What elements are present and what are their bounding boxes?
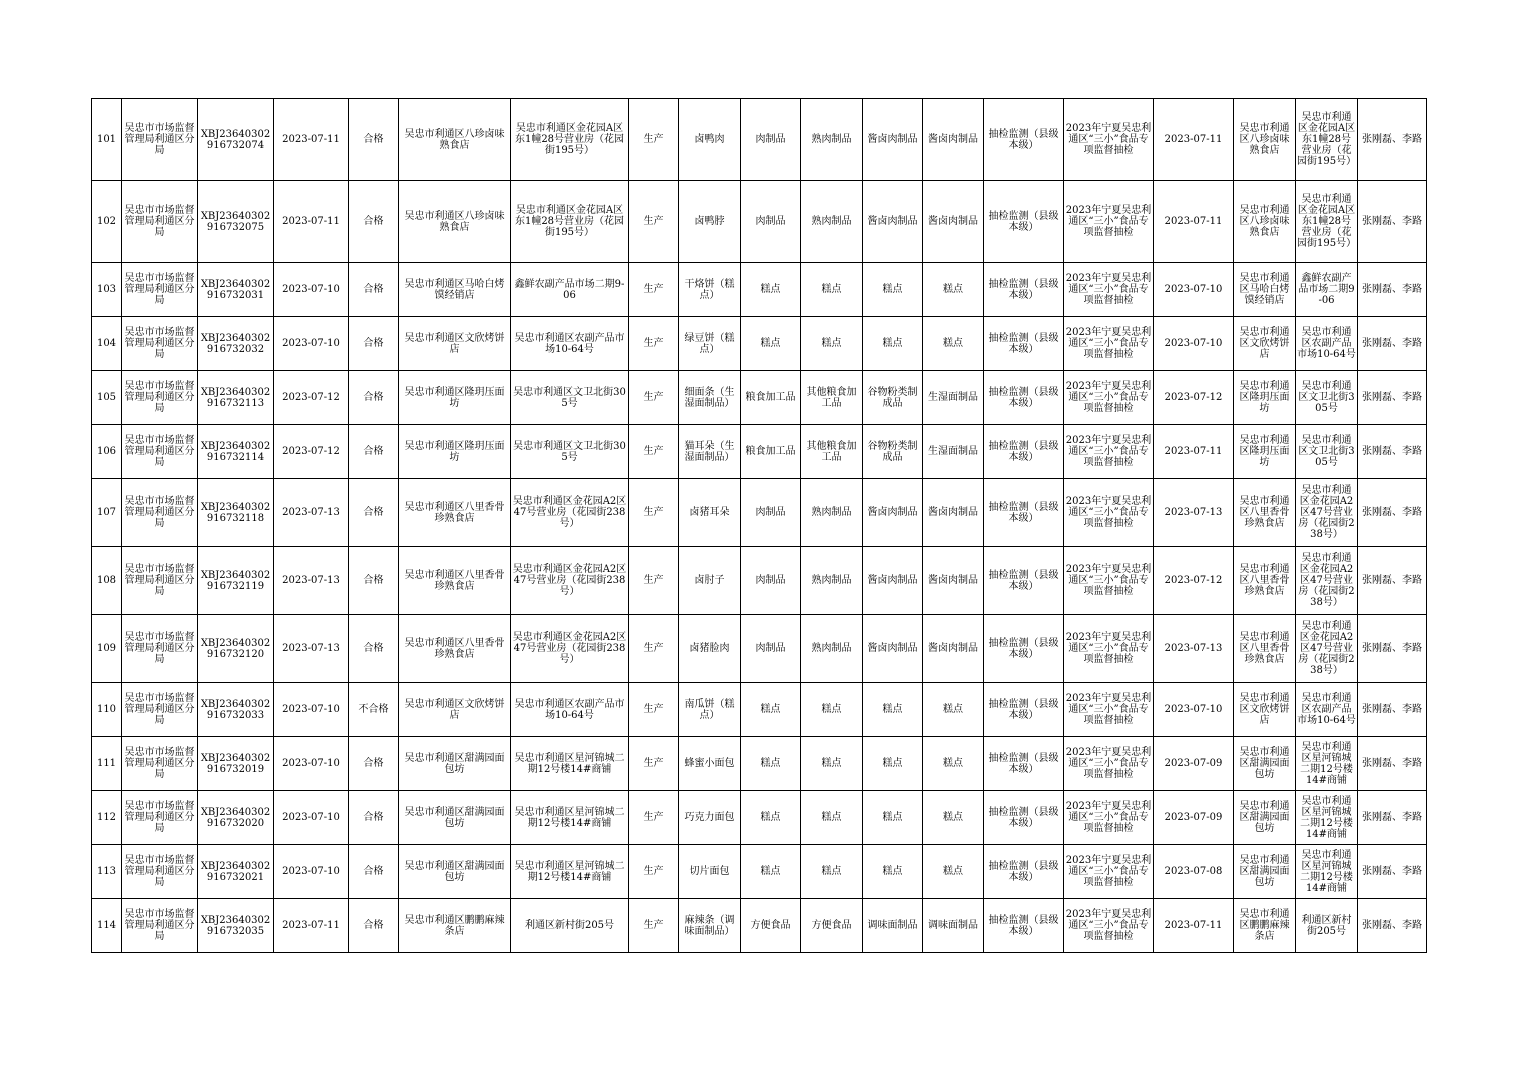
sampled-unit-address: 吴忠市利通区农副产品市场10-64号 — [1296, 683, 1358, 737]
inspection-date: 2023-07-13 — [274, 615, 349, 683]
sampled-unit: 吴忠市利通区甜满园面包坊 — [1234, 737, 1296, 791]
sampling-date: 2023-07-09 — [1154, 737, 1234, 791]
task-source: 2023年宁夏吴忠利通区“三小”食品专项监督抽检 — [1064, 263, 1154, 317]
table-row — [92, 371, 1427, 425]
food-category-1: 粮食加工品 — [741, 425, 801, 479]
table-row — [92, 425, 1427, 479]
samplers: 张刚磊、李路 — [1358, 263, 1427, 317]
food-category-2: 糕点 — [801, 263, 863, 317]
inspecting-agency: 吴忠市市场监督管理局利通区分局 — [122, 371, 198, 425]
food-category-3: 谷物粉类制成品 — [863, 371, 923, 425]
result: 不合格 — [349, 683, 399, 737]
task-source: 2023年宁夏吴忠利通区“三小”食品专项监督抽检 — [1064, 547, 1154, 615]
sampling-date: 2023-07-12 — [1154, 547, 1234, 615]
producer-name: 吴忠市利通区八珍卤味熟食店 — [399, 99, 511, 181]
sampled-unit: 吴忠市利通区八里香骨珍熟食店 — [1234, 479, 1296, 547]
inspection-date: 2023-07-10 — [274, 791, 349, 845]
food-category-4: 糕点 — [923, 791, 984, 845]
sample-code: XBJ23640302916732035 — [198, 899, 274, 953]
food-name: 卤鸭肉 — [679, 99, 741, 181]
producer-name: 吴忠市利通区八里香骨珍熟食店 — [399, 479, 511, 547]
inspecting-agency: 吴忠市市场监督管理局利通区分局 — [122, 899, 198, 953]
food-category-3: 糕点 — [863, 317, 923, 371]
food-category-4: 生湿面制品 — [923, 371, 984, 425]
food-name: 卤肘子 — [679, 547, 741, 615]
food-name: 南瓜饼（糕点） — [679, 683, 741, 737]
result: 合格 — [349, 899, 399, 953]
food-category-1: 糕点 — [741, 317, 801, 371]
sampled-unit: 吴忠市利通区隆玥压面坊 — [1234, 425, 1296, 479]
food-category-4: 糕点 — [923, 737, 984, 791]
sample-code: XBJ23640302916732118 — [198, 479, 274, 547]
food-category-4: 酱卤肉制品 — [923, 99, 984, 181]
producer-address: 吴忠市利通区金花园A2区47号营业房（花园街238号） — [511, 479, 629, 547]
sampled-unit: 吴忠市利通区八珍卤味熟食店 — [1234, 181, 1296, 263]
inspection-date: 2023-07-11 — [274, 899, 349, 953]
sampling-date: 2023-07-12 — [1154, 371, 1234, 425]
task-source: 2023年宁夏吴忠利通区“三小”食品专项监督抽检 — [1064, 479, 1154, 547]
producer-address: 吴忠市利通区星河锦城二期12号楼14#商铺 — [511, 845, 629, 899]
task-source: 2023年宁夏吴忠利通区“三小”食品专项监督抽检 — [1064, 845, 1154, 899]
task-source: 2023年宁夏吴忠利通区“三小”食品专项监督抽检 — [1064, 899, 1154, 953]
producer-name: 吴忠市利通区文欣烤饼店 — [399, 317, 511, 371]
inspection-type: 抽检监测（县级本级） — [984, 99, 1064, 181]
sampled-unit: 吴忠市利通区八里香骨珍熟食店 — [1234, 615, 1296, 683]
food-category-1: 糕点 — [741, 845, 801, 899]
sampled-unit-address: 吴忠市利通区星河锦城二期12号楼14#商铺 — [1296, 845, 1358, 899]
food-category-4: 酱卤肉制品 — [923, 479, 984, 547]
row-number: 106 — [92, 425, 122, 479]
food-category-3: 酱卤肉制品 — [863, 615, 923, 683]
sampled-unit: 吴忠市利通区文欣烤饼店 — [1234, 317, 1296, 371]
food-category-1: 肉制品 — [741, 181, 801, 263]
task-source: 2023年宁夏吴忠利通区“三小”食品专项监督抽检 — [1064, 99, 1154, 181]
food-category-3: 糕点 — [863, 737, 923, 791]
inspection-date: 2023-07-13 — [274, 479, 349, 547]
inspecting-agency: 吴忠市市场监督管理局利通区分局 — [122, 317, 198, 371]
producer-name: 吴忠市利通区马哈白烤馍经销店 — [399, 263, 511, 317]
food-category-4: 糕点 — [923, 317, 984, 371]
sampling-date: 2023-07-10 — [1154, 263, 1234, 317]
sampled-unit-address: 利通区新村街205号 — [1296, 899, 1358, 953]
inspecting-agency: 吴忠市市场监督管理局利通区分局 — [122, 479, 198, 547]
food-category-3: 糕点 — [863, 683, 923, 737]
inspection-date: 2023-07-12 — [274, 425, 349, 479]
food-name: 卤猪耳朵 — [679, 479, 741, 547]
inspection-date: 2023-07-10 — [274, 317, 349, 371]
table-row — [92, 547, 1427, 615]
samplers: 张刚磊、李路 — [1358, 615, 1427, 683]
task-source: 2023年宁夏吴忠利通区“三小”食品专项监督抽检 — [1064, 317, 1154, 371]
row-number: 111 — [92, 737, 122, 791]
producer-name: 吴忠市利通区隆玥压面坊 — [399, 371, 511, 425]
samplers: 张刚磊、李路 — [1358, 317, 1427, 371]
food-category-1: 粮食加工品 — [741, 371, 801, 425]
task-source: 2023年宁夏吴忠利通区“三小”食品专项监督抽检 — [1064, 425, 1154, 479]
inspection-type: 抽检监测（县级本级） — [984, 425, 1064, 479]
producer-address: 吴忠市利通区星河锦城二期12号楼14#商铺 — [511, 737, 629, 791]
food-name: 绿豆饼（糕点） — [679, 317, 741, 371]
samplers: 张刚磊、李路 — [1358, 99, 1427, 181]
inspection-date: 2023-07-10 — [274, 845, 349, 899]
food-category-3: 酱卤肉制品 — [863, 99, 923, 181]
food-category-4: 糕点 — [923, 845, 984, 899]
producer-name: 吴忠市利通区鹏鹏麻辣条店 — [399, 899, 511, 953]
sampled-unit-address: 吴忠市利通区星河锦城二期12号楼14#商铺 — [1296, 737, 1358, 791]
sampled-unit-address: 吴忠市利通区农副产品市场10-64号 — [1296, 317, 1358, 371]
food-category-4: 生湿面制品 — [923, 425, 984, 479]
result: 合格 — [349, 547, 399, 615]
inspection-date: 2023-07-10 — [274, 263, 349, 317]
food-category-3: 调味面制品 — [863, 899, 923, 953]
sampled-unit-address: 吴忠市利通区金花园A2区47号营业房（花园街238号） — [1296, 615, 1358, 683]
sampling-date: 2023-07-10 — [1154, 683, 1234, 737]
table-row — [92, 263, 1427, 317]
inspection-type: 抽检监测（县级本级） — [984, 737, 1064, 791]
samplers: 张刚磊、李路 — [1358, 737, 1427, 791]
inspection-date: 2023-07-11 — [274, 99, 349, 181]
sampling-date: 2023-07-10 — [1154, 317, 1234, 371]
food-category-3: 糕点 — [863, 791, 923, 845]
food-category-2: 熟肉制品 — [801, 547, 863, 615]
food-name: 蜂蜜小面包 — [679, 737, 741, 791]
sampling-link: 生产 — [629, 479, 679, 547]
table-row — [92, 899, 1427, 953]
result: 合格 — [349, 99, 399, 181]
samplers: 张刚磊、李路 — [1358, 899, 1427, 953]
result: 合格 — [349, 479, 399, 547]
samplers: 张刚磊、李路 — [1358, 181, 1427, 263]
food-name: 猫耳朵（生湿面制品） — [679, 425, 741, 479]
task-source: 2023年宁夏吴忠利通区“三小”食品专项监督抽检 — [1064, 371, 1154, 425]
producer-address: 吴忠市利通区金花园A2区47号营业房（花园街238号） — [511, 615, 629, 683]
producer-address: 鑫鲜农副产品市场二期9-06 — [511, 263, 629, 317]
table-row — [92, 737, 1427, 791]
inspecting-agency: 吴忠市市场监督管理局利通区分局 — [122, 99, 198, 181]
producer-address: 吴忠市利通区金花园A区东1幢28号营业房（花园街195号） — [511, 181, 629, 263]
inspection-type: 抽检监测（县级本级） — [984, 317, 1064, 371]
food-category-3: 酱卤肉制品 — [863, 547, 923, 615]
food-name: 巧克力面包 — [679, 791, 741, 845]
result: 合格 — [349, 371, 399, 425]
producer-address: 吴忠市利通区农副产品市场10-64号 — [511, 683, 629, 737]
food-category-4: 酱卤肉制品 — [923, 181, 984, 263]
food-category-3: 糕点 — [863, 845, 923, 899]
inspection-type: 抽检监测（县级本级） — [984, 263, 1064, 317]
inspection-date: 2023-07-13 — [274, 547, 349, 615]
result: 合格 — [349, 317, 399, 371]
row-number: 102 — [92, 181, 122, 263]
food-name: 细面条（生湿面制品） — [679, 371, 741, 425]
inspection-date: 2023-07-11 — [274, 181, 349, 263]
food-category-1: 肉制品 — [741, 547, 801, 615]
producer-address: 吴忠市利通区农副产品市场10-64号 — [511, 317, 629, 371]
food-category-2: 熟肉制品 — [801, 479, 863, 547]
food-name: 卤猪脸肉 — [679, 615, 741, 683]
sampling-date: 2023-07-09 — [1154, 791, 1234, 845]
table-row — [92, 99, 1427, 181]
food-name: 卤鸭脖 — [679, 181, 741, 263]
table-row — [92, 791, 1427, 845]
sample-code: XBJ23640302916732019 — [198, 737, 274, 791]
food-category-1: 糕点 — [741, 737, 801, 791]
sample-code: XBJ23640302916732033 — [198, 683, 274, 737]
sampling-link: 生产 — [629, 371, 679, 425]
producer-address: 吴忠市利通区星河锦城二期12号楼14#商铺 — [511, 791, 629, 845]
samplers: 张刚磊、李路 — [1358, 479, 1427, 547]
producer-address: 吴忠市利通区文卫北街305号 — [511, 371, 629, 425]
sampling-link: 生产 — [629, 547, 679, 615]
task-source: 2023年宁夏吴忠利通区“三小”食品专项监督抽检 — [1064, 791, 1154, 845]
inspecting-agency: 吴忠市市场监督管理局利通区分局 — [122, 845, 198, 899]
inspection-type: 抽检监测（县级本级） — [984, 371, 1064, 425]
producer-address: 吴忠市利通区金花园A2区47号营业房（花园街238号） — [511, 547, 629, 615]
inspection-results-table — [91, 98, 1427, 953]
sampled-unit: 吴忠市利通区马哈白烤馍经销店 — [1234, 263, 1296, 317]
inspecting-agency: 吴忠市市场监督管理局利通区分局 — [122, 737, 198, 791]
sample-code: XBJ23640302916732119 — [198, 547, 274, 615]
row-number: 103 — [92, 263, 122, 317]
inspecting-agency: 吴忠市市场监督管理局利通区分局 — [122, 791, 198, 845]
inspection-type: 抽检监测（县级本级） — [984, 181, 1064, 263]
sampled-unit-address: 吴忠市利通区金花园A区东1幢28号营业房（花园街195号） — [1296, 99, 1358, 181]
food-category-2: 糕点 — [801, 845, 863, 899]
producer-name: 吴忠市利通区八里香骨珍熟食店 — [399, 615, 511, 683]
sampled-unit: 吴忠市利通区鹏鹏麻辣条店 — [1234, 899, 1296, 953]
food-category-4: 糕点 — [923, 263, 984, 317]
food-name: 干烙饼（糕点） — [679, 263, 741, 317]
samplers: 张刚磊、李路 — [1358, 371, 1427, 425]
sampled-unit: 吴忠市利通区八里香骨珍熟食店 — [1234, 547, 1296, 615]
sampling-link: 生产 — [629, 845, 679, 899]
inspection-type: 抽检监测（县级本级） — [984, 845, 1064, 899]
row-number: 112 — [92, 791, 122, 845]
food-category-3: 糕点 — [863, 263, 923, 317]
sampled-unit: 吴忠市利通区文欣烤饼店 — [1234, 683, 1296, 737]
table-row — [92, 479, 1427, 547]
sample-code: XBJ23640302916732113 — [198, 371, 274, 425]
result: 合格 — [349, 263, 399, 317]
inspecting-agency: 吴忠市市场监督管理局利通区分局 — [122, 683, 198, 737]
food-category-2: 其他粮食加工品 — [801, 425, 863, 479]
inspecting-agency: 吴忠市市场监督管理局利通区分局 — [122, 425, 198, 479]
food-category-2: 糕点 — [801, 317, 863, 371]
food-name: 切片面包 — [679, 845, 741, 899]
sample-code: XBJ23640302916732075 — [198, 181, 274, 263]
sample-code: XBJ23640302916732021 — [198, 845, 274, 899]
sampled-unit: 吴忠市利通区甜满园面包坊 — [1234, 791, 1296, 845]
inspection-date: 2023-07-12 — [274, 371, 349, 425]
sampling-link: 生产 — [629, 317, 679, 371]
sampling-date: 2023-07-11 — [1154, 425, 1234, 479]
inspection-type: 抽检监测（县级本级） — [984, 547, 1064, 615]
table-row — [92, 181, 1427, 263]
result: 合格 — [349, 791, 399, 845]
table-row — [92, 317, 1427, 371]
sampling-link: 生产 — [629, 737, 679, 791]
food-category-2: 糕点 — [801, 683, 863, 737]
sampling-link: 生产 — [629, 683, 679, 737]
sampling-date: 2023-07-13 — [1154, 615, 1234, 683]
producer-name: 吴忠市利通区甜满园面包坊 — [399, 791, 511, 845]
row-number: 113 — [92, 845, 122, 899]
sampling-date: 2023-07-13 — [1154, 479, 1234, 547]
inspecting-agency: 吴忠市市场监督管理局利通区分局 — [122, 615, 198, 683]
food-category-1: 肉制品 — [741, 99, 801, 181]
food-category-3: 酱卤肉制品 — [863, 479, 923, 547]
inspection-type: 抽检监测（县级本级） — [984, 791, 1064, 845]
food-category-1: 肉制品 — [741, 615, 801, 683]
sampling-date: 2023-07-08 — [1154, 845, 1234, 899]
task-source: 2023年宁夏吴忠利通区“三小”食品专项监督抽检 — [1064, 737, 1154, 791]
inspection-date: 2023-07-10 — [274, 737, 349, 791]
sampled-unit: 吴忠市利通区隆玥压面坊 — [1234, 371, 1296, 425]
sample-code: XBJ23640302916732114 — [198, 425, 274, 479]
result: 合格 — [349, 845, 399, 899]
sampled-unit-address: 吴忠市利通区金花园A2区47号营业房（花园街238号） — [1296, 547, 1358, 615]
task-source: 2023年宁夏吴忠利通区“三小”食品专项监督抽检 — [1064, 181, 1154, 263]
producer-address: 利通区新村街205号 — [511, 899, 629, 953]
inspection-type: 抽检监测（县级本级） — [984, 683, 1064, 737]
row-number: 104 — [92, 317, 122, 371]
sampled-unit: 吴忠市利通区八珍卤味熟食店 — [1234, 99, 1296, 181]
samplers: 张刚磊、李路 — [1358, 845, 1427, 899]
producer-name: 吴忠市利通区隆玥压面坊 — [399, 425, 511, 479]
sampled-unit-address: 吴忠市利通区星河锦城二期12号楼14#商铺 — [1296, 791, 1358, 845]
sampled-unit-address: 吴忠市利通区文卫北街305号 — [1296, 425, 1358, 479]
samplers: 张刚磊、李路 — [1358, 547, 1427, 615]
row-number: 110 — [92, 683, 122, 737]
row-number: 107 — [92, 479, 122, 547]
sampling-link: 生产 — [629, 425, 679, 479]
row-number: 109 — [92, 615, 122, 683]
samplers: 张刚磊、李路 — [1358, 425, 1427, 479]
result: 合格 — [349, 425, 399, 479]
food-category-2: 其他粮食加工品 — [801, 371, 863, 425]
row-number: 105 — [92, 371, 122, 425]
sampling-link: 生产 — [629, 181, 679, 263]
food-category-1: 肉制品 — [741, 479, 801, 547]
result: 合格 — [349, 181, 399, 263]
food-category-1: 方便食品 — [741, 899, 801, 953]
sampling-link: 生产 — [629, 263, 679, 317]
food-name: 麻辣条（调味面制品） — [679, 899, 741, 953]
food-category-2: 糕点 — [801, 791, 863, 845]
result: 合格 — [349, 615, 399, 683]
producer-address: 吴忠市利通区金花园A区东1幢28号营业房（花园街195号） — [511, 99, 629, 181]
result: 合格 — [349, 737, 399, 791]
food-category-4: 糕点 — [923, 683, 984, 737]
sample-code: XBJ23640302916732120 — [198, 615, 274, 683]
food-category-1: 糕点 — [741, 683, 801, 737]
sampled-unit: 吴忠市利通区甜满园面包坊 — [1234, 845, 1296, 899]
table-row — [92, 615, 1427, 683]
row-number: 114 — [92, 899, 122, 953]
food-category-3: 酱卤肉制品 — [863, 181, 923, 263]
inspecting-agency: 吴忠市市场监督管理局利通区分局 — [122, 181, 198, 263]
producer-name: 吴忠市利通区八珍卤味熟食店 — [399, 181, 511, 263]
sampling-date: 2023-07-11 — [1154, 99, 1234, 181]
table-row — [92, 845, 1427, 899]
food-category-1: 糕点 — [741, 263, 801, 317]
food-category-4: 酱卤肉制品 — [923, 615, 984, 683]
row-number: 108 — [92, 547, 122, 615]
sample-code: XBJ23640302916732020 — [198, 791, 274, 845]
task-source: 2023年宁夏吴忠利通区“三小”食品专项监督抽检 — [1064, 615, 1154, 683]
food-category-2: 熟肉制品 — [801, 181, 863, 263]
producer-name: 吴忠市利通区甜满园面包坊 — [399, 737, 511, 791]
food-category-2: 熟肉制品 — [801, 615, 863, 683]
sampling-date: 2023-07-11 — [1154, 899, 1234, 953]
food-category-2: 方便食品 — [801, 899, 863, 953]
inspecting-agency: 吴忠市市场监督管理局利通区分局 — [122, 547, 198, 615]
producer-address: 吴忠市利通区文卫北街305号 — [511, 425, 629, 479]
food-category-4: 酱卤肉制品 — [923, 547, 984, 615]
table-row — [92, 683, 1427, 737]
sampled-unit-address: 吴忠市利通区金花园A2区47号营业房（花园街238号） — [1296, 479, 1358, 547]
food-category-3: 谷物粉类制成品 — [863, 425, 923, 479]
producer-name: 吴忠市利通区甜满园面包坊 — [399, 845, 511, 899]
inspection-type: 抽检监测（县级本级） — [984, 899, 1064, 953]
sample-code: XBJ23640302916732032 — [198, 317, 274, 371]
inspecting-agency: 吴忠市市场监督管理局利通区分局 — [122, 263, 198, 317]
samplers: 张刚磊、李路 — [1358, 683, 1427, 737]
food-category-2: 熟肉制品 — [801, 99, 863, 181]
sampled-unit-address: 吴忠市利通区金花园A区东1幢28号营业房（花园街195号） — [1296, 181, 1358, 263]
sample-code: XBJ23640302916732074 — [198, 99, 274, 181]
sampling-link: 生产 — [629, 99, 679, 181]
sampling-link: 生产 — [629, 615, 679, 683]
sampled-unit-address: 吴忠市利通区文卫北街305号 — [1296, 371, 1358, 425]
inspection-date: 2023-07-10 — [274, 683, 349, 737]
producer-name: 吴忠市利通区文欣烤饼店 — [399, 683, 511, 737]
food-category-1: 糕点 — [741, 791, 801, 845]
producer-name: 吴忠市利通区八里香骨珍熟食店 — [399, 547, 511, 615]
sampling-date: 2023-07-11 — [1154, 181, 1234, 263]
sampled-unit-address: 鑫鲜农副产品市场二期9-06 — [1296, 263, 1358, 317]
row-number: 101 — [92, 99, 122, 181]
inspection-type: 抽检监测（县级本级） — [984, 479, 1064, 547]
sampling-link: 生产 — [629, 899, 679, 953]
food-category-4: 调味面制品 — [923, 899, 984, 953]
task-source: 2023年宁夏吴忠利通区“三小”食品专项监督抽检 — [1064, 683, 1154, 737]
inspection-type: 抽检监测（县级本级） — [984, 615, 1064, 683]
food-category-2: 糕点 — [801, 737, 863, 791]
samplers: 张刚磊、李路 — [1358, 791, 1427, 845]
sampling-link: 生产 — [629, 791, 679, 845]
sample-code: XBJ23640302916732031 — [198, 263, 274, 317]
